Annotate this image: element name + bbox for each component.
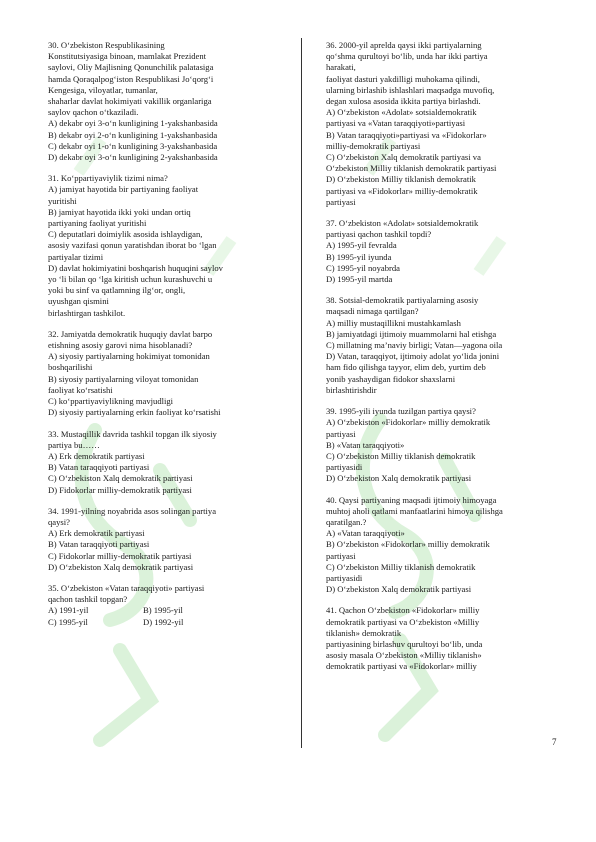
answer-option: C) 1995-yil noyabrda: [326, 262, 400, 273]
answer-option: partiyalar tizimi: [48, 251, 104, 262]
answer-option: D) O‘zbekiston Xalq demokratik partiyasi: [48, 561, 194, 572]
answer-option: yonib yashaydigan fidokor shaxslarni: [326, 373, 456, 384]
question-text: 33. Mustaqillik davrida tashkil topgan ilk siyosiy: [48, 428, 217, 439]
answer-option: A) O‘zbekiston «Fidokorlar» milliy demokratik: [326, 417, 491, 428]
answer-option: C) Fidokorlar milliy-demokratik partiyasi: [48, 550, 192, 561]
answer-option: yoki bu sinf va qatlamning ilg‘or, ongli,: [48, 285, 186, 296]
answer-option: milliy-demokratik partiyasi: [326, 140, 421, 151]
answer-option: B) siyosiy partiyalarning viloyat tomonidan: [48, 373, 199, 384]
column-divider: [301, 38, 302, 748]
question-text: shaharlar davlat hokimiyati vakillik organlariga: [48, 96, 212, 107]
question-text: demokratik partiyasi va «Fidokorlar» milliy: [326, 661, 477, 672]
question-text: 37. O‘zbekiston «Adolat» sotsialdemokratik: [326, 218, 479, 229]
answer-option: A) «Vatan taraqqiyoti»: [326, 528, 405, 539]
answer-option: A) siyosiy partiyalarning hokimiyat tomonidan: [48, 351, 210, 362]
question-text: etishning asosiy garovi nima hisoblanadi?: [48, 340, 193, 351]
answer-option: B) O‘zbekiston «Fidokorlar» milliy demokratik: [326, 539, 490, 550]
answer-option: C) O‘zbekiston Xalq demokratik partiyasi va: [326, 152, 481, 163]
answer-option: A) Erk demokratik partiyasi: [48, 450, 145, 461]
answer-option: A) jamiyat hayotida bir partiyaning faoliyat: [48, 184, 199, 195]
answer-option: D) Fidokorlar milliy-demokratik partiyasi: [48, 484, 192, 495]
answer-option: partiyasi va «Vatan taraqqiyoti»partiyasi: [326, 118, 466, 129]
question-text: ularning birlashib ishlashlari maqsadga muvofiq,: [326, 84, 495, 95]
question-block: [326, 495, 556, 596]
question-text: hamda Qoraqalpog‘iston Respublikasi Jo‘qorg‘i: [48, 73, 214, 84]
answer-option: ham fido qilishga tayyor, elim deb, yurtim deb: [326, 362, 486, 373]
answer-option: A) milliy mustaqillikni mustahkamlash: [326, 317, 461, 328]
answer-option: boshqarilishi: [48, 362, 93, 373]
question-block: [48, 173, 282, 319]
question-block: [326, 40, 556, 208]
question-text: 41. Qachon O‘zbekiston «Fidokorlar» milliy: [326, 605, 480, 616]
answer-option: faoliyat ko‘rsatishi: [48, 384, 113, 395]
answer-option: D) davlat hokimiyatini boshqarish huquqini saylov: [48, 262, 223, 273]
question-text: tiklanish» demokratik: [326, 627, 402, 638]
answer-option: B) 1995-yil: [143, 605, 183, 616]
answer-option: asosiy vazifasi qonun yaratishdan iborat bo ‘lgan: [48, 240, 217, 251]
answer-option: D) 1992-yil: [143, 616, 184, 627]
question-block: [326, 605, 556, 672]
question-block: [48, 40, 282, 163]
answer-option: B) jamiyatdagi ijtimoiy muammolarni hal etishga: [326, 328, 497, 339]
answer-option: O‘zbekiston Milliy tiklanish demokratik partiyasi: [326, 163, 497, 174]
question-block: [48, 429, 282, 496]
answer-option: C) dekabr oyi 1-o‘n kunligining 3-yakshanbasida: [48, 140, 218, 151]
question-text: faoliyat dasturi yakdilligi muhokama qilindi,: [326, 73, 480, 84]
answer-option: B) Vatan taraqqiyoti partiyasi: [48, 539, 150, 550]
question-text: 31. Ko‘ppartiyaviylik tizimi nima?: [48, 173, 168, 184]
answer-option: D) O‘zbekiston Xalq demokratik partiyasi: [326, 473, 472, 484]
question-text: qaysi?: [48, 516, 70, 527]
question-text: maqsadi nimaga qartilgan?: [326, 306, 419, 317]
answer-option: B) Vatan taraqqiyoti»partiyasi va «Fidokorlar»: [326, 129, 487, 140]
answer-option: birlashtirgan tashkilot.: [48, 307, 126, 318]
answer-option: yuritishi: [48, 195, 77, 206]
answer-option: D) 1995-yil martda: [326, 274, 393, 285]
answer-option: C) deputatlari doimiylik asosida ishlaydigan,: [48, 229, 203, 240]
question-text: qaratilgan.?: [326, 516, 367, 527]
question-text: 30. O‘zbekiston Respublikasining: [48, 40, 165, 50]
question-text: 34. 1991-yilning noyabrida asos solingan partiya: [48, 505, 217, 516]
question-block: [326, 218, 556, 285]
question-text: degan xulosa asosida ikkita partiya birlashdi.: [326, 96, 481, 107]
answer-option: D) O‘zbekiston Xalq demokratik partiyasi: [326, 584, 472, 595]
answer-option: B) jamiyat hayotida ikki yoki undan ortiq: [48, 206, 191, 217]
answer-option: B) «Vatan taraqqiyoti»: [326, 439, 405, 450]
answer-option: yo ‘li bilan qo ‘lga kiritish uchun kurashuvchi u: [48, 274, 213, 285]
question-text: demokratik partiyasi va O‘zbekiston «Milliy: [326, 616, 480, 627]
question-text: partiyasi qachon tashkil topdi?: [326, 229, 432, 240]
question-block: [48, 506, 282, 573]
question-text: 38. Sotsial-demokratik partiyalarning asosiy: [326, 295, 479, 306]
question-text: asosiy masala O‘zbekiston «Milliy tiklanish»: [326, 650, 482, 661]
answer-option: D) siyosiy partiyalarning erkin faoliyat ko‘rsatishi: [48, 407, 221, 418]
question-text: muhtoj aholi qatlami manfaatlarini himoya qilishga: [326, 505, 503, 516]
answer-option: partiyasi va «Fidokorlar» milliy-demokratik: [326, 185, 478, 196]
question-text: saylovi, Oliy Majlisning Qonunchilik palatasiga: [48, 62, 214, 73]
page-number: 7: [552, 737, 557, 747]
question-text: partiyasining birlashuv qurultoyi bo‘lib, unda: [326, 638, 483, 649]
question-text: qo‘shma qurultoyi bo‘lib, unda har ikki partiya: [326, 51, 488, 62]
right-column: [326, 40, 556, 683]
answer-option: A) Erk demokratik partiyasi: [48, 528, 145, 539]
question-text: partiya bu……: [48, 439, 100, 450]
question-text: 39. 1995-yili iyunda tuzilgan partiya qaysi?: [326, 406, 476, 417]
answer-option: C) ko‘ppartiyaviylikning mavjudligi: [48, 396, 174, 407]
answer-option: A) O‘zbekiston «Adolat» sotsialdemokratik: [326, 107, 477, 118]
answer-option: D) dekabr oyi 3-o‘n kunligining 2-yakshanbasida: [48, 152, 218, 163]
answer-option: C) millatning ma’naviy birligi; Vatan—yagona oila: [326, 340, 503, 351]
answer-option: C) 1995-yil: [48, 616, 88, 627]
answer-option: partiyasidi: [326, 572, 363, 583]
answer-option: uyushgan qismini: [48, 296, 109, 307]
answer-option: partiyasidi: [326, 462, 363, 473]
answer-option: A) 1991-yil: [48, 605, 89, 616]
answer-option: C) O‘zbekiston Milliy tiklanish demokratik: [326, 561, 476, 572]
question-text: 40. Qaysi partiyaning maqsadi ijtimoiy himoyaga: [326, 494, 497, 505]
answer-option: birlashtirishdir: [326, 384, 377, 395]
question-block: [48, 329, 282, 419]
answer-option: partiyasi: [326, 196, 356, 207]
question-block: [48, 583, 282, 628]
question-block: [326, 295, 556, 396]
question-text: 36. 2000-yil aprelda qaysi ikki partiyalarning: [326, 40, 482, 50]
answer-option: A) dekabr oyi 3-o‘n kunligining 1-yakshanbasida: [48, 118, 218, 129]
answer-option: partiyaning faoliyat yuritishi: [48, 218, 147, 229]
answer-option: C) O‘zbekiston Xalq demokratik partiyasi: [48, 473, 193, 484]
answer-option: A) 1995-yil fevralda: [326, 240, 397, 251]
question-text: 32. Jamiyatda demokratik huquqiy davlat barpo: [48, 328, 213, 339]
answer-option: partiyasi: [326, 428, 356, 439]
question-text: qachon tashkil topgan?: [48, 594, 128, 605]
answer-option-row: [48, 605, 282, 616]
left-column: [48, 40, 282, 638]
answer-option-row: [48, 617, 282, 628]
question-text: saylov qachon o‘tkaziladi.: [48, 107, 139, 118]
question-text: harakati,: [326, 62, 356, 73]
answer-option: D) O‘zbekiston Milliy tiklanish demokratik: [326, 174, 476, 185]
answer-option: D) Vatan, taraqqiyot, ijtimoiy adolat yo‘lida jonini: [326, 351, 500, 362]
answer-option: B) 1995-yil iyunda: [326, 251, 392, 262]
question-text: Kengesiga, viloyatlar, tumanlar,: [48, 84, 158, 95]
answer-option: C) O‘zbekiston Milliy tiklanish demokratik: [326, 450, 476, 461]
question-text: Konstitutsiyasiga binoan, mamlakat Prezident: [48, 51, 206, 62]
answer-option: partiyasi: [326, 550, 356, 561]
answer-option: B) dekabr oyi 2-o‘n kunligining 1-yakshanbasida: [48, 129, 218, 140]
question-block: [326, 406, 556, 484]
question-text: 35. O‘zbekiston «Vatan taraqqiyoti» partiyasi: [48, 582, 205, 593]
answer-option: B) Vatan taraqqiyoti partiyasi: [48, 462, 150, 473]
